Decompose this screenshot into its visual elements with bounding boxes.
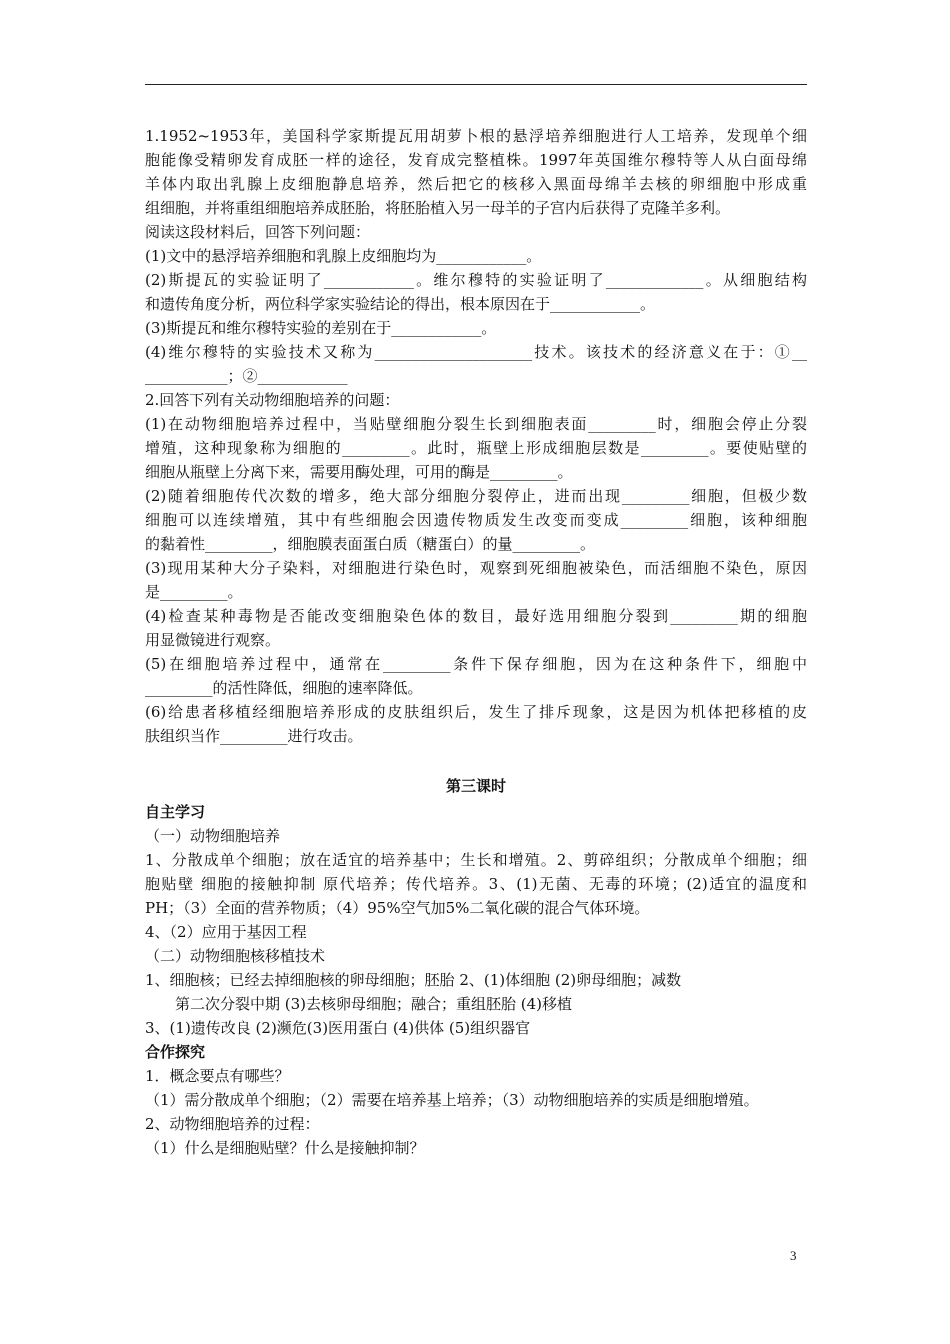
text-line: (5)在细胞培养过程中，通常在_________条件下保存细胞，因为在这种条件下，细胞中 [145,655,807,673]
text-line: 细胞可以连续增殖，其中有些细胞会因遗传物质发生改变而变成_________细胞，该种细胞 [145,511,807,529]
text-line: 第二次分裂中期 (3)去核卵母细胞；融合；重组胚胎 (4)移植 [175,995,573,1013]
text-line: 3、(1)遗传改良 (2)濒危(3)医用蛋白 (4)供体 (5)组织器官 [145,1019,531,1037]
text-line: 1、分散成单个细胞；放在适宜的培养基中；生长和增殖。2、剪碎组织；分散成单个细胞；细 [145,851,807,869]
text-line: 2.回答下列有关动物细胞培养的问题： [145,391,400,409]
page-number: 3 [790,1248,797,1263]
spacer [145,748,807,772]
header-rule [145,84,807,85]
text-line: （二）动物细胞核移植技术 [145,947,326,965]
text-line: （1）需分散成单个细胞；（2）需要在培养基上培养；（3）动物细胞培养的实质是细胞增殖。 [145,1091,759,1109]
section-title: 第三课时 [445,777,506,795]
text-line: _________的活性降低，细胞的速率降低。 [145,679,423,697]
text-line: PH；（3）全面的营养物质；（4）95%空气加5%二氧化碳的混合气体环境。 [145,899,650,917]
text-line: (4)维尔穆特的实验技术又称为_____________________技术。该技术的经济意义在于：①__ [145,343,807,361]
heading-self-study: 自主学习 [145,803,206,821]
text-line: 和遗传角度分析，两位科学家实验结论的得出，根本原因在于____________。 [145,295,656,313]
text-line: ___________；②____________ [145,367,348,385]
text-line: 1.1952~1953年，美国科学家斯提瓦用胡萝卜根的悬浮培养细胞进行人工培养，发现单个细 [145,127,807,145]
text-line: 2、动物细胞培养的过程： [145,1115,320,1133]
text-line: 羊体内取出乳腺上皮细胞静息培养，然后把它的核移入黑面母绵羊去核的卵细胞中形成重 [145,175,807,193]
text-line: 组细胞，并将重组细胞培养成胚胎，将胚胎植入另一母羊的子宫内后获得了克隆羊多利。 [145,199,731,217]
text-line: 用显微镜进行观察。 [145,631,281,649]
text-line: 的黏着性_________，细胞膜表面蛋白质（糖蛋白）的量_________。 [145,535,596,553]
text-line: （1）什么是细胞贴壁？什么是接触抑制？ [145,1139,425,1157]
text-line: (6)给患者移植经细胞培养形成的皮肤组织后，发生了排斥现象，这是因为机体把移植的皮 [145,703,807,721]
text-line: 肤组织当作_________进行攻击。 [145,727,363,745]
text-line: (4)检查某种毒物是否能改变细胞染色体的数目，最好选用细胞分裂到_________期的细胞 [145,607,807,625]
text-line: 增殖，这种现象称为细胞的_________。此时，瓶壁上形成细胞层数是_________。要使贴壁的 [145,439,807,457]
document-body [145,124,807,1160]
text-line: 1、细胞核；已经去掉细胞核的卵母细胞；胚胎 2、(1)体细胞 (2)卵母细胞；减数 [145,971,682,989]
text-line: (3)现用某种大分子染料，对细胞进行染色时，观察到死细胞被染色，而活细胞不染色，原因 [145,559,807,577]
text-line: 胞能像受精卵发育成胚一样的途径，发育成完整植株。1997年英国维尔穆特等人从白面母绵 [145,151,807,169]
text-line: 阅读这段材料后，回答下列问题： [145,223,371,241]
text-line: （一）动物细胞培养 [145,827,281,845]
text-line: (2)斯提瓦的实验证明了____________。维尔穆特的实验证明了_____________。从细胞结构 [145,271,807,289]
text-line: (1)在动物细胞培养过程中，当贴壁细胞分裂生长到细胞表面_________时，细胞会停止分裂 [145,415,807,433]
text-line: (2)随着细胞传代次数的增多，绝大部分细胞分裂停止，进而出现_________细胞，但极少数 [145,487,807,505]
text-line: (1)文中的悬浮培养细胞和乳腺上皮细胞均为____________。 [145,247,542,265]
text-line: 胞贴壁 细胞的接触抑制 原代培养；传代培养。3、(1)无菌、无毒的环境；(2)适宜的温度和 [145,875,807,893]
text-line: 细胞从瓶壁上分离下来，需要用酶处理，可用的酶是_________。 [145,463,573,481]
heading-cooperation: 合作探究 [145,1043,206,1061]
text-line: (3)斯提瓦和维尔穆特实验的差别在于____________。 [145,319,497,337]
text-line: 1．概念要点有哪些？ [145,1067,290,1085]
text-line: 4、（2）应用于基因工程 [145,923,307,941]
text-line: 是_________。 [145,583,243,601]
